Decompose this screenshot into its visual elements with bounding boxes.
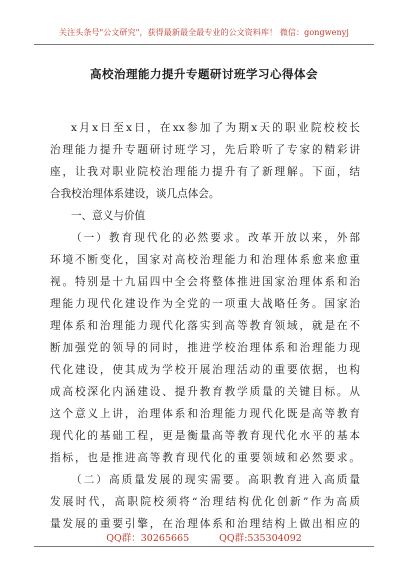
body-line: x月x日至x日，在xx参加了为期x天的职业院校校长	[71, 122, 360, 134]
document-title: 高校治理能力提升专题研讨班学习心得体会	[90, 67, 318, 81]
body-line: 治理能力提升专题研讨班学习，先后聆听了专家的精彩讲	[50, 144, 360, 156]
body-line: （一）教育现代化的必然要求。改革开放以来，外部	[71, 232, 360, 244]
body-line: （二）高质量发展的现实需要。高职教育进入高质量	[71, 474, 360, 486]
section-heading: 一、意义与价值	[71, 210, 146, 222]
body-line: 视。特别是十九届四中全会将整体推进国家治理体系和治	[50, 276, 360, 288]
footer-qq-group-1: QQ群：30265665	[106, 533, 190, 544]
document-body	[50, 117, 360, 535]
body-line: 断加强党的领导的同时，推进学校治理体系和治理能力现	[50, 342, 360, 354]
footer-divider	[34, 546, 374, 547]
header-divider	[34, 44, 374, 45]
body-line: 现代化的基础工程，更是衡量高等教育现代化水平的基本	[50, 430, 360, 442]
body-line: 指标，也是推进高等教育现代化的重要领域和必然要求。	[50, 452, 360, 464]
body-line: 成高校深化内涵建设、提升教育教学质量的关键目标。从	[50, 386, 360, 398]
footer-contacts	[0, 530, 408, 544]
body-line: 环境不断变化，国家对高校治理能力和治理体系愈来愈重	[50, 254, 360, 266]
footer-qq-group-2: QQ群:535304092	[219, 533, 302, 544]
body-line: 合我校治理体系建设，谈几点体会。	[50, 188, 220, 200]
body-line: 座，让我对职业院校治理能力提升有了新理解。下面，结	[50, 166, 360, 178]
body-line: 量发展的重要引擎，在治理体系和治理结构上做出相应的	[50, 518, 360, 530]
body-line: 理体系和治理能力现代化落实到高等教育领域，就是在不	[50, 320, 360, 332]
body-line: 这个意义上讲，治理体系和治理能力现代化既是高等教育	[50, 408, 360, 420]
header-notice: 关注头条号"公文研究"，获得最新最全最专业的公文资料库！ 微信：gongwenyj	[59, 28, 349, 37]
body-line: 发展时代，高职院校须将“治理结构优化创新”作为高质	[50, 496, 360, 508]
body-line: 理能力现代化建设作为全党的一项重大战略任务。国家治	[50, 298, 360, 310]
body-line: 代化建设，使其成为学校开展治理活动的重要依据，也构	[50, 364, 360, 376]
